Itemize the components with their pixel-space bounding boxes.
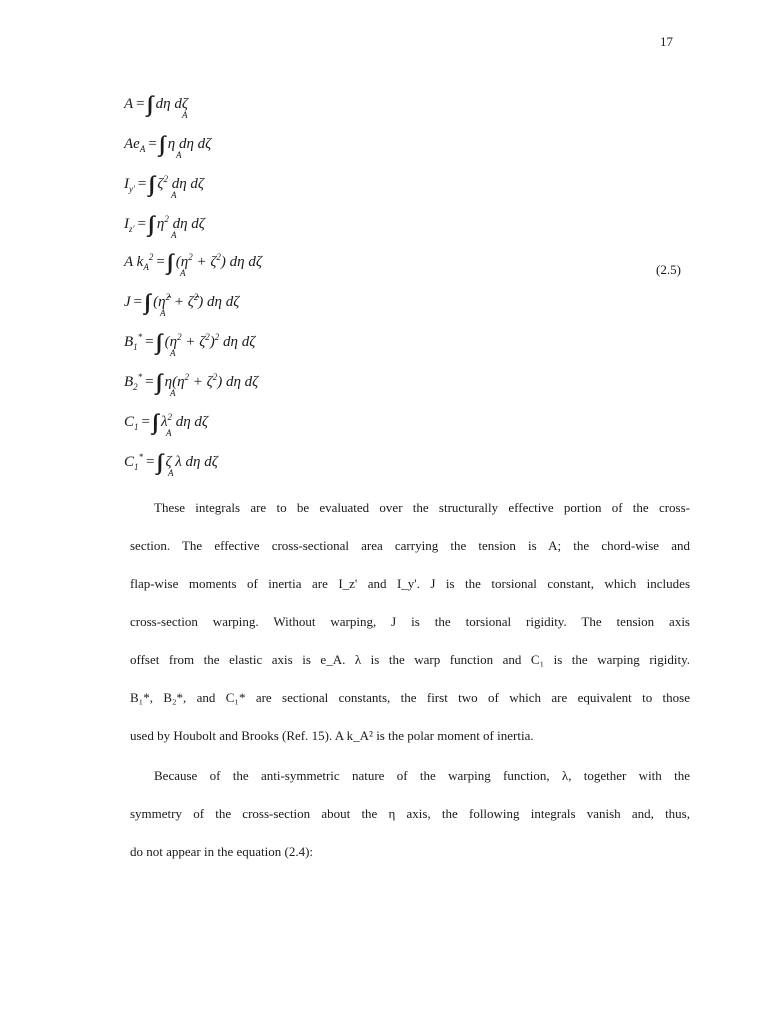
paragraph-line: offset from the elastic axis is e_A. λ is the warp function and C₁ is the warping rigidity. — [130, 652, 690, 667]
paragraph-line: Because of the anti-symmetric nature of the warping function, λ, together with the — [154, 768, 690, 783]
equation-number: (2.5) — [656, 262, 681, 277]
paragraph-1 — [130, 489, 690, 755]
equation-torsional-constant: J = (η̂$^2$ + ζ̂$^2$) dη dζ A — [124, 292, 240, 318]
paragraph-line: section. The effective cross-sectional area carrying the tension is A; the chord-wise and — [130, 538, 690, 553]
paragraph-line: used by Houbolt and Brooks (Ref. 15). A k_A² is the polar moment of inertia. — [130, 728, 534, 743]
paragraph-2 — [130, 757, 690, 871]
paragraph-line: symmetry of the cross-section about the η axis, the following integrals vanish and, thus, — [130, 806, 690, 821]
page-number: 17 — [660, 34, 673, 49]
equation-inertia-y: $I_{y'} = \zeta^2$ dη dζ A — [124, 174, 204, 200]
equation-b1-star: $B_1^* = (\eta^2 + \zeta^2)^2$ dη dζ A — [124, 332, 256, 358]
equation-inertia-z: $I_{z'} = \eta^2$ dη dζ A — [124, 214, 205, 240]
paragraph-line: flap-wise moments of inertia are I_z' and I_y'. J is the torsional constant, which includes — [130, 576, 690, 591]
paragraph-line: cross-section warping. Without warping, J is the torsional rigidity. The tension axis — [130, 614, 690, 629]
paragraph-line: do not appear in the equation (2.4): — [130, 844, 314, 859]
equation-area: A = dη dζ A — [124, 96, 188, 120]
paragraph-line: B₁*, B₂*, and C₁* are sectional constants, the first two of which are equivalent to those — [130, 690, 690, 705]
equation-c1: $C_1 = \lambda^2$ dη dζ A — [124, 412, 208, 438]
equation-polar-moment: A $k_A^2 = (\eta^2 + \zeta^2)$ dη dζ A — [124, 252, 262, 278]
equation-tension-offset: $Ae_A = \eta$ dη dζ A — [124, 136, 212, 160]
paragraph-line: These integrals are to be evaluated over the structurally effective portion of the cross- — [154, 500, 690, 515]
equation-c1-star: $C_1^* = \zeta$ λ dη dζ A — [124, 452, 218, 478]
equation-b2-star: $B_2^* = \eta(\eta^2 + \zeta^2)$ dη dζ A — [124, 372, 259, 398]
